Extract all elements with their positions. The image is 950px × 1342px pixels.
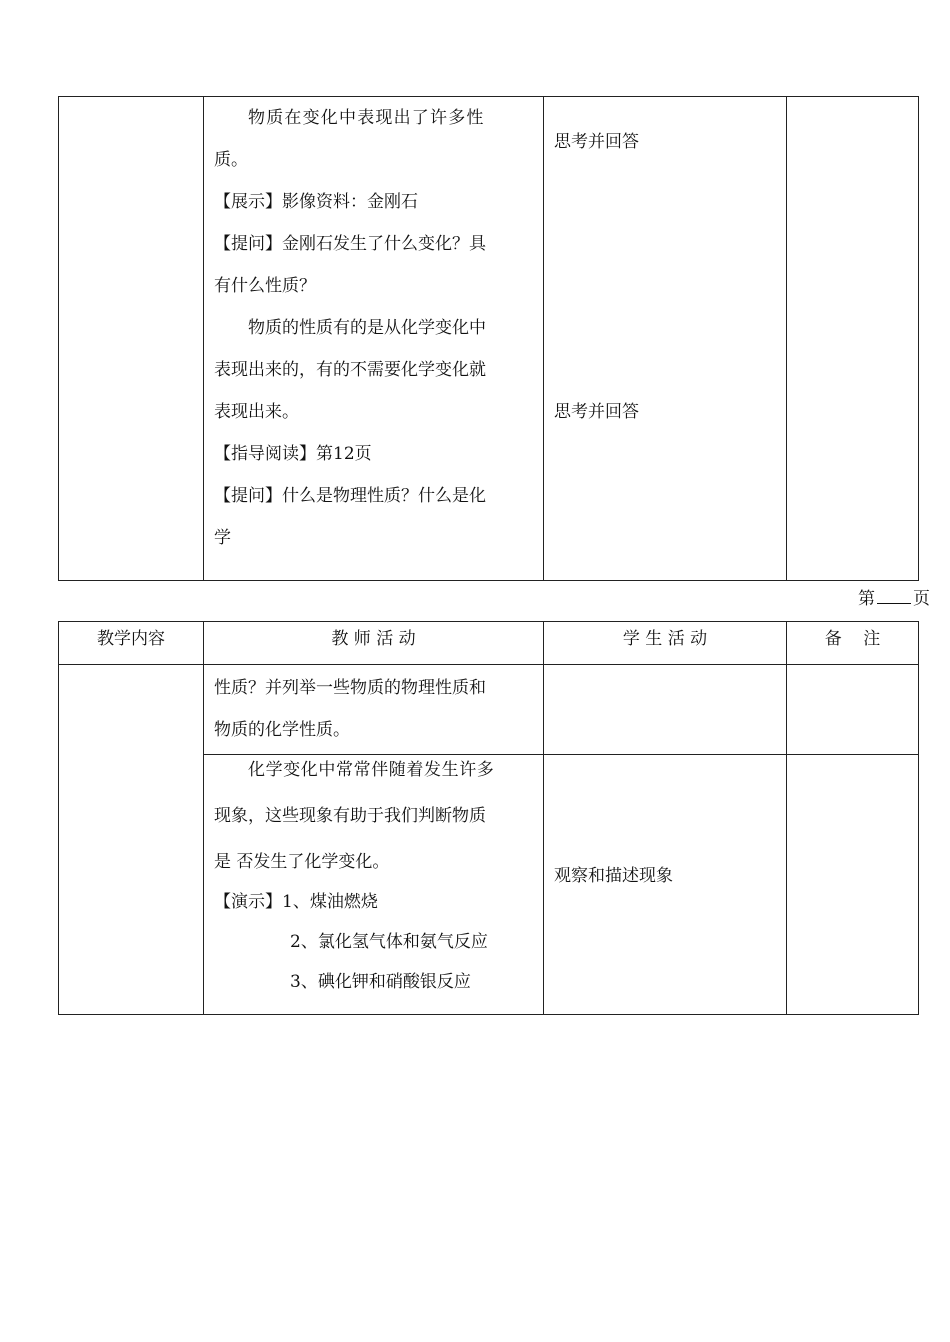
student-activity-cell (544, 755, 787, 1015)
teacher-line: 表现出来。 (214, 402, 299, 422)
teacher-line: 表现出来的，有的不需要化学变化就 (214, 360, 486, 380)
teacher-line: 【提问】金刚石发生了什么变化？具 (214, 234, 486, 254)
student-activity-cell (544, 97, 787, 581)
page-number (858, 584, 930, 609)
teacher-line: 化学变化中常常伴随着发生许多 (248, 760, 495, 780)
teacher-line: 质。 (214, 150, 248, 170)
student-answer-2: 思考并回答 (554, 402, 639, 422)
table-row (59, 665, 919, 755)
notes-cell (787, 755, 919, 1015)
teacher-line: 【展示】影像资料：金刚石 (214, 192, 418, 212)
page-number-suffix: 页 (913, 589, 930, 609)
header-teacher-activity: 教 师 活 动 (204, 622, 544, 665)
notes-cell (787, 97, 919, 581)
header-student-activity: 学 生 活 动 (544, 622, 787, 665)
student-answer: 观察和描述现象 (554, 866, 673, 886)
teacher-activity-cell (204, 97, 544, 581)
teacher-line: 物质在变化中表现出了许多性 (248, 108, 485, 128)
teacher-line: 性质？并列举一些物质的物理性质和 (214, 678, 486, 698)
teacher-line: 3、碘化钾和硝酸银反应 (290, 972, 471, 992)
teacher-line: 学 (214, 528, 231, 548)
page-number-blank (877, 587, 911, 604)
teacher-line: 【指导阅读】第12页 (214, 444, 372, 464)
teacher-line: 现象，这些现象有助于我们判断物质 (214, 806, 486, 826)
page-number-prefix: 第 (858, 589, 875, 609)
table-header-row (59, 622, 919, 665)
content-cell (59, 97, 204, 581)
teacher-line: 物质的性质有的是从化学变化中 (248, 318, 486, 338)
teacher-line: 【演示】1、煤油燃烧 (214, 892, 378, 912)
notes-cell (787, 665, 919, 755)
student-activity-cell (544, 665, 787, 755)
teacher-activity-cell (204, 755, 544, 1015)
lesson-table (58, 621, 919, 1015)
teacher-activity-cell (204, 665, 544, 755)
student-answer-1: 思考并回答 (554, 132, 639, 152)
lesson-table-continued (58, 96, 919, 581)
teacher-line: 【提问】什么是物理性质？什么是化 (214, 486, 486, 506)
teacher-line: 有什么性质？ (214, 276, 316, 296)
content-cell (59, 665, 204, 1015)
header-teaching-content: 教学内容 (59, 622, 204, 665)
header-notes: 备 注 (787, 622, 919, 665)
teacher-line: 是 否发生了化学变化。 (214, 852, 390, 872)
teacher-line: 物质的化学性质。 (214, 720, 350, 740)
teacher-line: 2、氯化氢气体和氨气反应 (290, 932, 488, 952)
